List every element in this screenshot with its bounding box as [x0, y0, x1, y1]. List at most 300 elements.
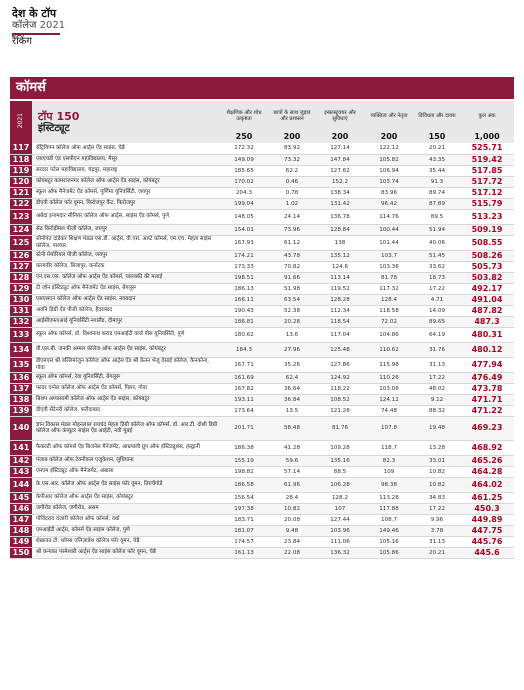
- score-cell: 148.05: [220, 209, 268, 224]
- max-mark: 200: [268, 131, 316, 143]
- score-cell: 127.86: [316, 357, 364, 372]
- score-cell: 117.04: [316, 327, 364, 342]
- score-cell: 10.82: [414, 466, 460, 477]
- rank-cell: 132: [10, 316, 32, 327]
- total-score-cell: 461.25: [460, 492, 514, 503]
- rank-cell: 130: [10, 294, 32, 305]
- table-row: [10, 305, 514, 316]
- score-cell: 124.92: [316, 372, 364, 383]
- rank-cell: 141: [10, 440, 32, 455]
- total-score-cell: 508.26: [460, 250, 514, 261]
- ranking-table-wrap: [10, 101, 514, 559]
- table-header-row: [10, 101, 514, 131]
- score-cell: 64.19: [414, 327, 460, 342]
- score-cell: 184.3: [220, 342, 268, 357]
- institute-name: एन.एस.एस. कॉलेज ऑफ आर्ट्स ऐंड कॉमर्स, चालक्की की मलाई: [32, 272, 220, 283]
- institute-name: के.एस.आर. कॉलेज ऑफ आर्ट्स ऐंड साइंस फॉर वूमन, तिरुचेंगोडे: [32, 477, 220, 492]
- score-cell: 114.76: [364, 209, 414, 224]
- score-cell: 121.28: [316, 405, 364, 416]
- total-score-cell: 471.22: [460, 405, 514, 416]
- score-cell: 173.64: [220, 405, 268, 416]
- institute-name: फैकल्टी ऑफ कॉमर्स ऐंड बिजनेस मैनेजमेंट, आम्रपाली ग्रुप ऑफ इंस्टिट्यूशंस, हल्द्वानी: [32, 440, 220, 455]
- score-cell: 89.5: [414, 209, 460, 224]
- score-cell: 125.48: [316, 342, 364, 357]
- score-cell: 149.46: [364, 525, 414, 536]
- rank-cell: 118: [10, 154, 32, 165]
- total-score-cell: 468.92: [460, 440, 514, 455]
- table-row: [10, 536, 514, 547]
- score-cell: 103.96: [316, 525, 364, 536]
- score-cell: 0.78: [268, 187, 316, 198]
- score-cell: 17.22: [414, 372, 460, 383]
- table-row: [10, 187, 514, 198]
- score-cell: 112.34: [316, 305, 364, 316]
- score-cell: 128.28: [316, 294, 364, 305]
- institute-name: अवनि डिग्री ऐंड पीजी कॉलेज, हैदराबाद: [32, 305, 220, 316]
- score-cell: 107: [316, 503, 364, 514]
- table-row: [10, 547, 514, 558]
- score-cell: 103.74: [364, 176, 414, 187]
- score-cell: 166.11: [220, 294, 268, 305]
- score-cell: 27.96: [268, 342, 316, 357]
- institute-name: शेखावत टी. थॉमस एलिज़ाबेथ कॉलेज फॉर वूमन, चेन्नै: [32, 536, 220, 547]
- score-cell: 83.92: [268, 143, 316, 154]
- institute-name: डीएवी सेंटेनरी कॉलेज, फरीदाबाद: [32, 405, 220, 416]
- score-cell: 117.88: [364, 503, 414, 514]
- score-cell: 57.14: [268, 466, 316, 477]
- header-college-word: कॉलेज: [12, 20, 37, 31]
- score-cell: 73.32: [268, 154, 316, 165]
- score-cell: 89.65: [414, 316, 460, 327]
- rank-cell: 126: [10, 250, 32, 261]
- institute-name: एमएम इंस्टिट्यूट ऑफ मैनेजमेंट, अंबाला: [32, 466, 220, 477]
- score-cell: 33.01: [414, 455, 460, 466]
- total-score-cell: 445.76: [460, 536, 514, 547]
- score-cell: 70.82: [268, 261, 316, 272]
- score-cell: 127.44: [316, 514, 364, 525]
- institute-name: पंजाब कॉलेज ऑफ टेक्नीकल एजुकेशन, लुधियाना: [32, 455, 220, 466]
- total-score-cell: 513.23: [460, 209, 514, 224]
- total-score-cell: 517.72: [460, 176, 514, 187]
- total-score-cell: 487.3: [460, 316, 514, 327]
- section-title: कॉमर्स: [16, 80, 46, 95]
- score-cell: 136.32: [316, 547, 364, 558]
- section-bar: [10, 77, 514, 99]
- column-header: शैक्षणिक और शोध उत्कृष्टता: [220, 101, 268, 131]
- total-score-cell: 517.85: [460, 165, 514, 176]
- total-score-cell: 476.49: [460, 372, 514, 383]
- score-cell: 167.71: [220, 357, 268, 372]
- header-rule: [12, 33, 60, 35]
- score-cell: 204.3: [220, 187, 268, 198]
- institute-name: डीएमएस श्री वल्लिमांजुन कॉलेज ऑफ आर्ट्स ऐंड श्री केतन भेजू देसाई कॉलेज, कैनकोना, गोवा: [32, 357, 220, 372]
- table-row: [10, 455, 514, 466]
- score-cell: 105.82: [364, 154, 414, 165]
- score-cell: 198.51: [220, 272, 268, 283]
- score-cell: 20.21: [414, 547, 460, 558]
- score-cell: 73.96: [268, 224, 316, 235]
- score-cell: 138: [316, 235, 364, 250]
- table-row: [10, 503, 514, 514]
- score-cell: 149.09: [220, 154, 268, 165]
- score-cell: 36.84: [268, 394, 316, 405]
- total-score-cell: 480.31: [460, 327, 514, 342]
- rank-cell: 139: [10, 405, 32, 416]
- rank-cell: 142: [10, 455, 32, 466]
- score-cell: 1.02: [268, 198, 316, 209]
- table-title-institutes: इंस्टिट्यूट: [38, 122, 70, 134]
- score-cell: 105.16: [364, 536, 414, 547]
- score-cell: 81.78: [364, 272, 414, 283]
- score-cell: 109: [364, 466, 414, 477]
- column-header: इन्फ्रास्ट्रक्चर और सुविधाएं: [316, 101, 364, 131]
- score-cell: 74.48: [364, 405, 414, 416]
- score-cell: 103.08: [364, 383, 414, 394]
- score-cell: 181.07: [220, 525, 268, 536]
- score-cell: 104.86: [364, 327, 414, 342]
- table-row: [10, 250, 514, 261]
- score-cell: 127.14: [316, 143, 364, 154]
- score-cell: 108.52: [316, 394, 364, 405]
- max-mark: 200: [316, 131, 364, 143]
- score-cell: 13.28: [414, 440, 460, 455]
- score-cell: 35.44: [414, 165, 460, 176]
- table-title-top150: टॉप 150: [38, 109, 80, 123]
- total-score-cell: 515.79: [460, 198, 514, 209]
- score-cell: 106.28: [316, 477, 364, 492]
- ranking-table: [10, 101, 514, 559]
- score-cell: 161.69: [220, 372, 268, 383]
- rank-cell: 136: [10, 372, 32, 383]
- score-cell: 115.98: [364, 357, 414, 372]
- rank-cell: 150: [10, 547, 32, 558]
- score-cell: 199.04: [220, 198, 268, 209]
- score-cell: 89.74: [414, 187, 460, 198]
- score-cell: 155.19: [220, 455, 268, 466]
- rank-cell: 145: [10, 492, 32, 503]
- score-cell: 135.16: [316, 455, 364, 466]
- table-row: [10, 405, 514, 416]
- score-cell: 82.3: [364, 455, 414, 466]
- score-cell: 128.2: [316, 492, 364, 503]
- score-cell: 100.44: [364, 224, 414, 235]
- total-score-cell: 447.75: [460, 525, 514, 536]
- institute-name: गोविंदराव वंजारी कॉलेज ऑफ कॉमर्स, वर्धा: [32, 514, 220, 525]
- score-cell: 131.42: [316, 198, 364, 209]
- rank-cell: 148: [10, 525, 32, 536]
- table-row: [10, 466, 514, 477]
- score-cell: 13.6: [268, 327, 316, 342]
- score-cell: 91.66: [268, 272, 316, 283]
- total-score-cell: 519.42: [460, 154, 514, 165]
- score-cell: 91.3: [414, 176, 460, 187]
- total-score-cell: 477.94: [460, 357, 514, 372]
- rank-cell: 122: [10, 198, 32, 209]
- score-cell: 103.7: [364, 250, 414, 261]
- table-row: [10, 514, 514, 525]
- rank-cell: 138: [10, 394, 32, 405]
- score-cell: 10.82: [268, 503, 316, 514]
- total-score-cell: 525.71: [460, 143, 514, 154]
- score-cell: 186.13: [220, 283, 268, 294]
- score-cell: 3.78: [414, 525, 460, 536]
- total-score-cell: 469.23: [460, 416, 514, 440]
- table-row: [10, 154, 514, 165]
- institute-name: सेठ किरोड़ीमल पीजी कॉलेज, जयपुर: [32, 224, 220, 235]
- score-cell: 128.84: [316, 224, 364, 235]
- score-cell: 138.34: [316, 187, 364, 198]
- score-cell: 103.36: [364, 261, 414, 272]
- rank-cell: 121: [10, 187, 32, 198]
- table-row: [10, 294, 514, 305]
- score-cell: 110.62: [364, 342, 414, 357]
- rank-cell: 143: [10, 466, 32, 477]
- total-score-cell: 464.02: [460, 477, 514, 492]
- institute-name: श्री कन्यका परमेश्वरी आर्ट्स ऐंड साइंस कॉलेज फॉर वूमन, चेन्नै: [32, 547, 220, 558]
- score-cell: 170.02: [220, 176, 268, 187]
- score-cell: 22.08: [268, 547, 316, 558]
- score-cell: 34.83: [414, 492, 460, 503]
- max-mark-total: 1,000: [460, 131, 514, 143]
- score-cell: 88.32: [414, 405, 460, 416]
- score-cell: 174.57: [220, 536, 268, 547]
- score-cell: 18.73: [414, 272, 460, 283]
- score-cell: 106.94: [364, 165, 414, 176]
- institute-name: आईसीएफएआई यूनिवर्सिटी नगालैंड, दीमापुर: [32, 316, 220, 327]
- score-cell: 40.06: [414, 235, 460, 250]
- column-header: छात्रों के साथ जुड़ाव और प्रशासन: [268, 101, 316, 131]
- score-cell: 198.82: [220, 466, 268, 477]
- score-cell: 117.32: [364, 283, 414, 294]
- institute-name: स्कूल ऑफ मैनेजमेंट ऐंड कॉमर्स, पूर्णिमा यूनिवर्सिटी, जयपुर: [32, 187, 220, 198]
- table-row: [10, 224, 514, 235]
- score-cell: 51.98: [268, 283, 316, 294]
- institute-name: स्कूल ऑफ कॉमर्स, रेवा यूनिवर्सिटी, बेंगलूरू: [32, 372, 220, 383]
- score-cell: 14.09: [414, 305, 460, 316]
- rank-cell: 119: [10, 165, 32, 176]
- column-header: व्यक्तित्व और नेतृत्व: [364, 101, 414, 131]
- header-year: 2021: [39, 20, 66, 31]
- score-cell: 118.54: [316, 316, 364, 327]
- table-row: [10, 165, 514, 176]
- rank-cell: 125: [10, 235, 32, 250]
- score-cell: 31.13: [414, 357, 460, 372]
- institute-name: सोनोपंत दांडेकर शिक्षण मंडळ एस.डी. आर्ट्स, वी.एस. आप्टे कॉमर्स, एम.एच. मेहता साइंस कॉलेज, पालघर: [32, 235, 220, 250]
- score-cell: 108.7: [364, 514, 414, 525]
- score-cell: 186.81: [220, 316, 268, 327]
- table-row: [10, 272, 514, 283]
- score-cell: 118.7: [364, 440, 414, 455]
- institute-name: सरदार पटेल महाविद्यालय, चंद्रपुर, महाराष्ट्र: [32, 165, 220, 176]
- rank-cell: 129: [10, 283, 32, 294]
- total-score-cell: 517.12: [460, 187, 514, 198]
- institute-name: सेंट्रियिपन कॉलेज ऑफ आर्ट्स ऐंड साइंस, चेन्नै: [32, 143, 220, 154]
- score-cell: 52.38: [268, 305, 316, 316]
- score-cell: 72.02: [364, 316, 414, 327]
- year-tag: 2021: [17, 113, 24, 129]
- rank-cell: 146: [10, 503, 32, 514]
- rank-cell: 135: [10, 357, 32, 372]
- score-cell: 20.21: [414, 143, 460, 154]
- score-cell: 173.33: [220, 261, 268, 272]
- institute-name: कोयंबटूर कामराजनगर कॉलेज ऑफ आर्ट्स ऐंड साइंस, कोयंबटूर: [32, 176, 220, 187]
- rank-cell: 147: [10, 514, 32, 525]
- column-header: विविधता और दायरा: [414, 101, 460, 131]
- score-cell: 62.2: [268, 165, 316, 176]
- rank-cell: 117: [10, 143, 32, 154]
- total-score-cell: 445.6: [460, 547, 514, 558]
- total-score-cell: 473.78: [460, 383, 514, 394]
- table-row: [10, 143, 514, 154]
- table-row: [10, 525, 514, 536]
- institute-name: डीएवी कॉलेज फॉर वूमन, फिरोजपुर कैंट, फिरोजपुर: [32, 198, 220, 209]
- score-cell: 87.89: [414, 198, 460, 209]
- score-cell: 183.71: [220, 514, 268, 525]
- score-cell: 33.62: [414, 261, 460, 272]
- total-score-cell: 509.19: [460, 224, 514, 235]
- score-cell: 156.54: [220, 492, 268, 503]
- total-score-cell: 505.73: [460, 261, 514, 272]
- score-cell: 13.5: [268, 405, 316, 416]
- table-row: [10, 372, 514, 383]
- score-cell: 107.8: [364, 416, 414, 440]
- score-cell: 81.76: [316, 416, 364, 440]
- year-badge: [10, 101, 32, 143]
- score-cell: 128.4: [364, 294, 414, 305]
- institute-name: ज्ञान विकास मंडल मोहनलाल रायचंद मेहता डिग्री कॉलेज ऑफ कॉमर्स, डॉ. आर.टी. दोशी डिग्री कॉलेज ऑफ कंप्यूटर साइंस ऐंड आईटी, नवी मुंबई: [32, 416, 220, 440]
- score-cell: 161.13: [220, 547, 268, 558]
- score-cell: 83.96: [364, 187, 414, 198]
- score-cell: 48.02: [414, 383, 460, 394]
- table-row: [10, 176, 514, 187]
- total-score-cell: 480.12: [460, 342, 514, 357]
- score-cell: 28.4: [268, 492, 316, 503]
- rank-cell: 149: [10, 536, 32, 547]
- score-cell: 154.01: [220, 224, 268, 235]
- table-row: [10, 394, 514, 405]
- score-cell: 20.28: [268, 316, 316, 327]
- score-cell: 190.43: [220, 305, 268, 316]
- score-cell: 9.48: [268, 525, 316, 536]
- score-cell: 167.82: [220, 383, 268, 394]
- institute-name: अबेदा इनामदार सीनियर कॉलेज ऑफ आर्ट्स, साइंस ऐंड कॉमर्स, पुणे: [32, 209, 220, 224]
- score-cell: 127.62: [316, 165, 364, 176]
- score-cell: 119.52: [316, 283, 364, 294]
- score-cell: 113.28: [364, 492, 414, 503]
- score-cell: 197.38: [220, 503, 268, 514]
- rank-cell: 133: [10, 327, 32, 342]
- rank-cell: 123: [10, 209, 32, 224]
- score-cell: 136.78: [316, 209, 364, 224]
- score-cell: 201.71: [220, 416, 268, 440]
- total-score-cell: 464.28: [460, 466, 514, 477]
- score-cell: 118.58: [364, 305, 414, 316]
- rank-cell: 127: [10, 261, 32, 272]
- score-cell: 186.38: [220, 440, 268, 455]
- institute-name: फादर एग्नेल कॉलेज ऑफ आर्ट्स ऐंड कॉमर्स, पिलर, गोवा: [32, 383, 220, 394]
- score-cell: 17.22: [414, 503, 460, 514]
- score-cell: 110.26: [364, 372, 414, 383]
- total-score-cell: 503.82: [460, 272, 514, 283]
- score-cell: 101.44: [364, 235, 414, 250]
- table-title-cell: [32, 101, 220, 143]
- header-line-1: देश के टॉप: [12, 7, 57, 20]
- total-score-cell: 487.82: [460, 305, 514, 316]
- score-cell: 36.64: [268, 383, 316, 394]
- total-score-cell: 471.71: [460, 394, 514, 405]
- score-cell: 43.35: [414, 154, 460, 165]
- score-cell: 135.12: [316, 250, 364, 261]
- table-row: [10, 477, 514, 492]
- score-cell: 147.84: [316, 154, 364, 165]
- rank-cell: 134: [10, 342, 32, 357]
- institute-name: वी.एल.बी. जनकी अम्मल कॉलेज ऑफ आर्ट्स ऐंड साइंस, कोयंबटूर: [32, 342, 220, 357]
- rank-cell: 144: [10, 477, 32, 492]
- score-cell: 118.22: [316, 383, 364, 394]
- total-score-cell: 491.04: [460, 294, 514, 305]
- score-cell: 88.5: [316, 466, 364, 477]
- score-cell: 172.32: [220, 143, 268, 154]
- institute-name: केपीआर कॉलेज ऑफ आर्ट्स ऐंड साइंस, कोयंबटूर: [32, 492, 220, 503]
- total-score-cell: 508.55: [460, 235, 514, 250]
- institute-name: जगीरोड कॉलेज, जगीरोड, असम: [32, 503, 220, 514]
- rank-cell: 124: [10, 224, 32, 235]
- score-cell: 59.6: [268, 455, 316, 466]
- max-mark: 250: [220, 131, 268, 143]
- score-cell: 167.93: [220, 235, 268, 250]
- total-score-cell: 450.3: [460, 503, 514, 514]
- score-cell: 111.06: [316, 536, 364, 547]
- table-row: [10, 261, 514, 272]
- institute-name: एसएचडी एंड एसपीएन महाविद्यालय, मैसूर: [32, 154, 220, 165]
- table-row: [10, 416, 514, 440]
- total-score-cell: 492.17: [460, 283, 514, 294]
- score-cell: 0.46: [268, 176, 316, 187]
- score-cell: 174.21: [220, 250, 268, 261]
- score-cell: 61.96: [268, 477, 316, 492]
- score-cell: 20.08: [268, 514, 316, 525]
- score-cell: 152.2: [316, 176, 364, 187]
- institute-name: टी जॉन इंस्टिट्यूट ऑफ मैनेजमेंट ऐंड साइंस, बेंगलूरू: [32, 283, 220, 294]
- column-header: कुल अंक: [460, 101, 514, 131]
- rank-cell: 140: [10, 416, 32, 440]
- score-cell: 23.84: [268, 536, 316, 547]
- score-cell: 35.26: [268, 357, 316, 372]
- table-row: [10, 316, 514, 327]
- score-cell: 58.48: [268, 416, 316, 440]
- score-cell: 10.82: [414, 477, 460, 492]
- table-row: [10, 342, 514, 357]
- score-cell: 63.54: [268, 294, 316, 305]
- score-cell: 9.12: [414, 394, 460, 405]
- score-cell: 43.78: [268, 250, 316, 261]
- score-cell: 124.6: [316, 261, 364, 272]
- score-cell: 9.96: [414, 514, 460, 525]
- table-row: [10, 492, 514, 503]
- institute-name: स्टेनी मेमोरियल पीजी कॉलेज, जयपुर: [32, 250, 220, 261]
- table-row: [10, 209, 514, 224]
- header-line-3: रैंकिंग: [12, 36, 32, 47]
- max-mark: 150: [414, 131, 460, 143]
- score-cell: 113.14: [316, 272, 364, 283]
- score-cell: 4.71: [414, 294, 460, 305]
- rank-cell: 128: [10, 272, 32, 283]
- score-cell: 122.12: [364, 143, 414, 154]
- institute-name: स्कूल ऑफ कॉमर्स, डॉ. विश्वनाथ कराड एमआईटी वर्ल्ड पीस यूनिवर्सिटी, पुणे: [32, 327, 220, 342]
- table-row: [10, 357, 514, 372]
- score-cell: 98.38: [364, 477, 414, 492]
- score-cell: 31.13: [414, 536, 460, 547]
